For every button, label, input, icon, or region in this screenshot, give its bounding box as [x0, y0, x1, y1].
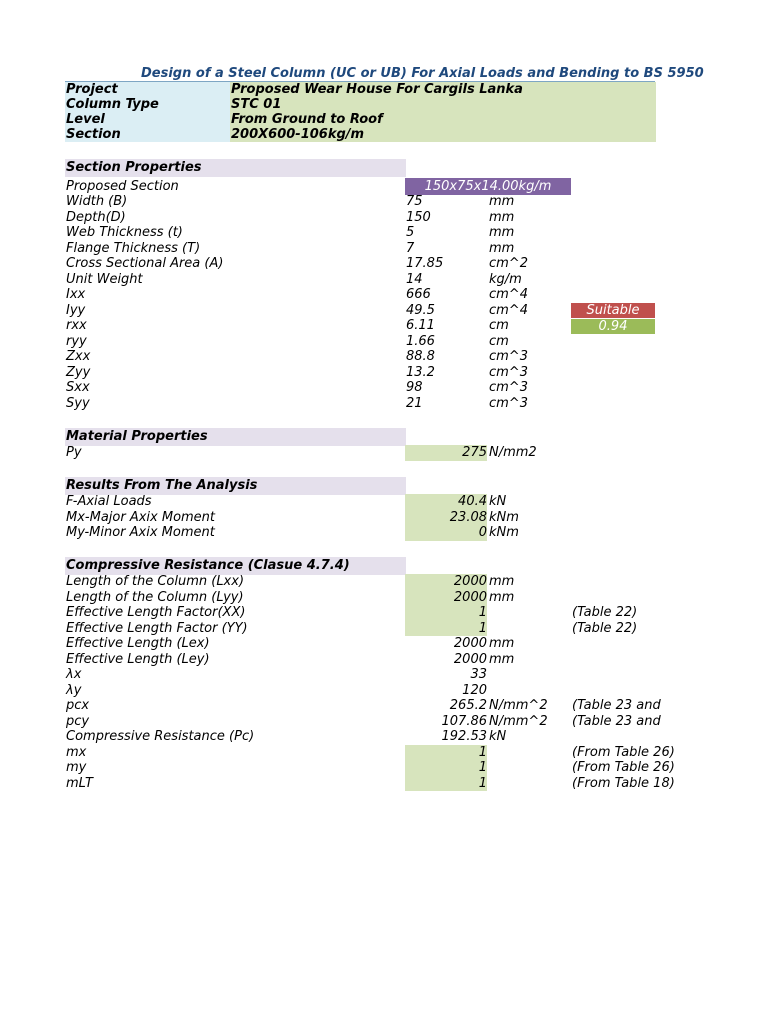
row-unit: N/mm2 [489, 445, 537, 460]
row-value: 5 [406, 225, 415, 240]
row-value[interactable]: 0 [405, 525, 487, 541]
header-row-column-type [65, 97, 655, 112]
row-unit: cm^4 [489, 302, 528, 318]
row-label: Effective Length (Lex) [66, 636, 210, 651]
row-label: Mx-Major Axix Moment [66, 509, 216, 525]
row-value: 88.8 [406, 349, 435, 364]
data-row [65, 272, 655, 288]
proposed-section-label: Proposed Section [66, 179, 179, 194]
row-label: pcx [66, 698, 90, 713]
row-label: Syy [66, 395, 90, 411]
row-label: my [66, 760, 87, 775]
row-value: 107.86 [441, 713, 487, 729]
row-unit: cm^3 [489, 395, 528, 411]
row-label: rxx [66, 318, 87, 333]
row-unit: mm [489, 209, 515, 225]
row-label: Ixx [66, 287, 86, 302]
data-row [65, 525, 655, 541]
row-label: Compressive Resistance (Pc) [66, 729, 255, 744]
row-label: Depth(D) [66, 209, 126, 225]
header-row-section [65, 127, 655, 142]
row-value[interactable]: 1 [405, 605, 487, 621]
row-unit: cm^3 [489, 364, 528, 380]
row-value: 33 [470, 667, 487, 682]
row-label: Cross Sectional Area (A) [66, 256, 224, 271]
row-value[interactable]: 2000 [405, 590, 487, 606]
data-row [65, 396, 655, 412]
row-unit: cm^3 [489, 380, 528, 395]
row-unit: kN [489, 729, 507, 744]
data-row [65, 380, 655, 396]
row-label: Zxx [66, 349, 91, 364]
document-title: Design of a Steel Column (UC or UB) For Axial Loads and Bending to BS 5950 [141, 66, 704, 81]
data-row [65, 334, 655, 350]
data-row [65, 365, 655, 381]
header-value: 200X600-106kg/m [230, 127, 656, 142]
data-row [65, 713, 661, 730]
row-value[interactable]: 1 [405, 760, 487, 776]
row-label: Effective Length (Ley) [66, 651, 210, 667]
row-label: Width (B) [66, 194, 128, 209]
compressive-resistance-heading: Compressive Resistance (Clasue 4.7.4) [65, 557, 406, 575]
row-value: 75 [406, 194, 423, 209]
data-row [65, 256, 655, 272]
header-value: STC 01 [230, 97, 656, 112]
section-properties-heading: Section Properties [65, 159, 406, 177]
row-value[interactable]: 1 [405, 621, 487, 637]
data-row [65, 194, 655, 210]
data-row [65, 698, 661, 714]
row-value[interactable]: 23.08 [405, 510, 487, 526]
data-row [65, 744, 675, 761]
header-label: Level [65, 112, 231, 127]
analysis-results-heading: Results From The Analysis [65, 477, 406, 495]
row-label: λx [66, 667, 82, 682]
row-label: Iyy [66, 302, 86, 318]
data-row [65, 652, 655, 668]
data-row [65, 349, 655, 365]
row-unit: cm^4 [489, 287, 528, 302]
row-note: (From Table 18) [572, 775, 675, 791]
row-value[interactable]: 275 [405, 445, 487, 461]
material-properties-heading: Material Properties [65, 428, 406, 446]
row-label: Web Thickness (t) [66, 225, 183, 240]
row-note: (From Table 26) [572, 744, 675, 760]
row-unit: mm [489, 589, 515, 605]
row-unit: kNm [489, 525, 519, 540]
row-label: Zyy [66, 364, 91, 380]
data-row [65, 775, 675, 792]
row-value[interactable]: 40.4 [405, 494, 487, 510]
row-unit: mm [489, 225, 515, 240]
data-row [65, 241, 655, 257]
data-row [65, 445, 655, 461]
row-unit: mm [489, 574, 515, 589]
row-value[interactable]: 2000 [405, 574, 487, 590]
row-label: λy [66, 682, 82, 698]
row-label: Effective Length Factor(XX) [66, 605, 246, 620]
row-unit: mm [489, 194, 515, 209]
row-label: mx [66, 744, 87, 760]
data-row [65, 303, 655, 319]
row-value: 2000 [453, 636, 487, 651]
row-label: Length of the Column (Lyy) [66, 589, 244, 605]
row-unit: cm [489, 333, 509, 349]
proposed-section-value[interactable]: 150x75x14.00kg/m [405, 178, 571, 195]
row-label: F-Axial Loads [66, 494, 152, 509]
data-row [65, 760, 675, 776]
data-row [65, 621, 655, 637]
row-value: 192.53 [441, 729, 487, 744]
row-value: 21 [406, 395, 423, 411]
row-value: 6.11 [406, 318, 435, 333]
row-unit: cm^3 [489, 349, 528, 364]
row-value: 2000 [453, 651, 487, 667]
suitability-flag: Suitable [571, 303, 655, 318]
utilization-ratio: 0.94 [571, 319, 655, 334]
data-row [65, 287, 655, 303]
header-row-level [65, 112, 655, 127]
data-row [65, 636, 655, 652]
header-label: Column Type [65, 97, 231, 112]
row-unit: cm^2 [489, 256, 528, 271]
header-label: Project [65, 82, 231, 97]
row-note: (Table 23 and [572, 713, 661, 729]
row-unit: kg/m [489, 271, 522, 287]
row-value[interactable]: 1 [405, 776, 487, 792]
row-value: 13.2 [406, 364, 435, 380]
data-row [65, 590, 655, 606]
data-row [65, 729, 655, 745]
row-label: Length of the Column (Lxx) [66, 574, 245, 589]
row-label: mLT [66, 775, 93, 791]
row-value: 150 [406, 209, 431, 225]
row-value: 49.5 [406, 302, 435, 318]
data-row [65, 667, 655, 683]
data-row [65, 210, 655, 226]
data-row [65, 510, 655, 526]
row-label: Flange Thickness (T) [66, 240, 201, 256]
row-note: (Table 22) [572, 605, 638, 620]
row-note: (Table 23 and [572, 698, 661, 713]
row-unit: mm [489, 636, 515, 651]
row-label: ryy [66, 333, 87, 349]
row-value: 666 [406, 287, 431, 302]
row-value: 14 [406, 271, 423, 287]
data-row [65, 318, 655, 334]
spreadsheet-page [65, 64, 704, 804]
row-value: 1.66 [406, 333, 435, 349]
row-label: My-Minor Axix Moment [66, 525, 215, 540]
row-value: 120 [462, 682, 487, 698]
header-row-project [65, 82, 655, 97]
row-value: 17.85 [406, 256, 444, 271]
header-value: Proposed Wear House For Cargils Lanka [230, 82, 656, 97]
data-row [65, 574, 655, 590]
row-unit: kNm [489, 509, 519, 525]
row-label: pcy [66, 713, 90, 729]
row-value[interactable]: 1 [405, 745, 487, 761]
row-unit: cm [489, 318, 509, 333]
header-value: From Ground to Roof [230, 112, 656, 127]
row-label: Unit Weight [66, 271, 143, 287]
row-unit: N/mm^2 [489, 713, 548, 729]
row-label: Py [66, 445, 82, 460]
row-unit: mm [489, 240, 515, 256]
row-unit: kN [489, 494, 507, 509]
row-unit: N/mm^2 [489, 698, 548, 713]
row-label: Sxx [66, 380, 90, 395]
row-value: 98 [406, 380, 423, 395]
data-row [65, 605, 655, 621]
data-row [65, 225, 655, 241]
row-note: (Table 22) [572, 620, 638, 636]
header-label: Section [65, 127, 231, 142]
data-row [65, 683, 655, 699]
data-row [65, 494, 655, 510]
row-value: 265.2 [449, 698, 487, 713]
row-note: (From Table 26) [572, 760, 675, 775]
row-label: Effective Length Factor (YY) [66, 620, 248, 636]
row-value: 7 [406, 240, 415, 256]
row-unit: mm [489, 651, 515, 667]
